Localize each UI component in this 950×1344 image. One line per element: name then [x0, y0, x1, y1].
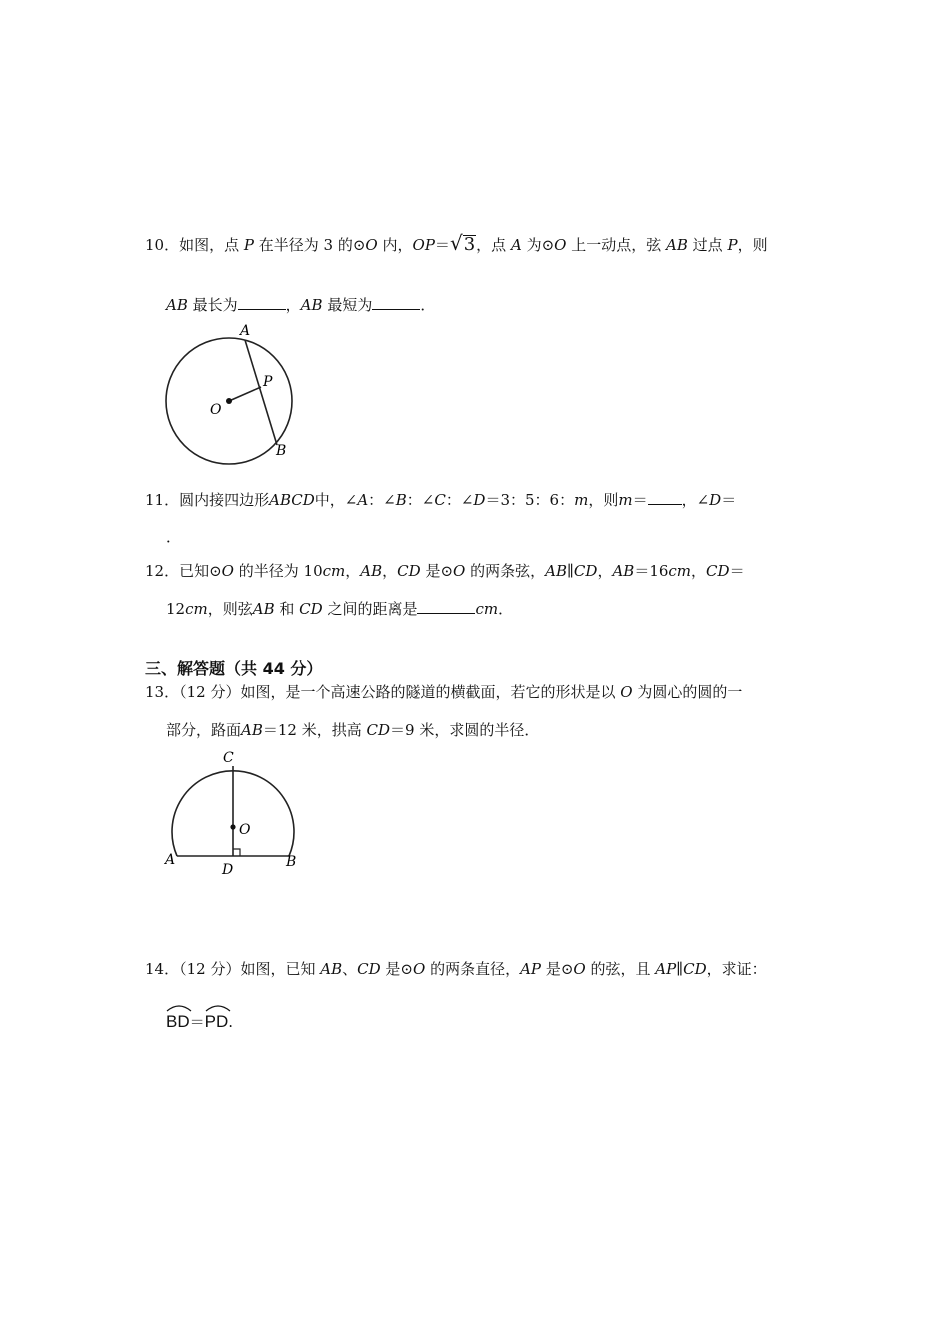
label-c: C — [223, 750, 234, 766]
q10-line2: AB 最长为 ，AB 最短为 ． — [166, 296, 436, 314]
arc-pd: PD — [205, 1008, 229, 1032]
q14-line1: 14．（12 分）如图，已知 AB、CD 是⊙O 的两条直径，AP 是⊙O 的弦，且 AP∥CD，求证： — [145, 960, 767, 978]
label-o: O — [210, 402, 222, 418]
q10-line1: 10．如图，点 P 在半径为 3 的⊙O 内，OP＝√3，点 A 为⊙O 上一动点，弦 AB 过点 P，则 — [145, 231, 768, 255]
q11-line2: ． — [166, 528, 182, 546]
q14-line2: BD＝ PD. — [166, 1008, 233, 1032]
answer-blank[interactable] — [372, 294, 420, 310]
q13-figure — [160, 745, 310, 880]
answer-blank[interactable] — [648, 489, 682, 505]
q12-line2: 12cm，则弦AB 和 CD 之间的距离是 cm． — [166, 600, 514, 618]
sqrt-3: √3 — [449, 231, 476, 255]
label-b: B — [286, 854, 297, 870]
answer-blank[interactable] — [238, 294, 286, 310]
center-point — [230, 824, 235, 829]
q13-line2: 部分，路面AB＝12 米，拱高 CD＝9 米，求圆的半径． — [166, 721, 540, 739]
arc-bd: BD — [166, 1008, 190, 1032]
q13-line1: 13．（12 分）如图，是一个高速公路的隧道的横截面，若它的形状是以 O 为圆心的圆的一 — [145, 683, 743, 701]
segment-op — [229, 387, 261, 401]
label-o: O — [239, 822, 251, 838]
label-b: B — [276, 443, 287, 459]
q12-line1: 12．已知⊙O 的半径为 10cm，AB，CD 是⊙O 的两条弦，AB∥CD，AB＝16cm，CD＝ — [145, 562, 745, 580]
center-point — [226, 398, 232, 404]
right-angle-mark — [233, 849, 240, 856]
label-d: D — [222, 862, 234, 878]
q11-line1: 11．圆内接四边形ABCD中，∠A：∠B：∠C：∠D＝3：5：6：m，则m＝ ，∠D＝ — [145, 491, 737, 509]
answer-blank[interactable] — [417, 598, 475, 614]
section-title: 三、解答题（共 44 分） — [145, 659, 323, 678]
q10-figure — [160, 318, 305, 468]
label-a: A — [165, 852, 176, 868]
label-p: P — [263, 374, 273, 390]
label-a: A — [240, 323, 251, 339]
